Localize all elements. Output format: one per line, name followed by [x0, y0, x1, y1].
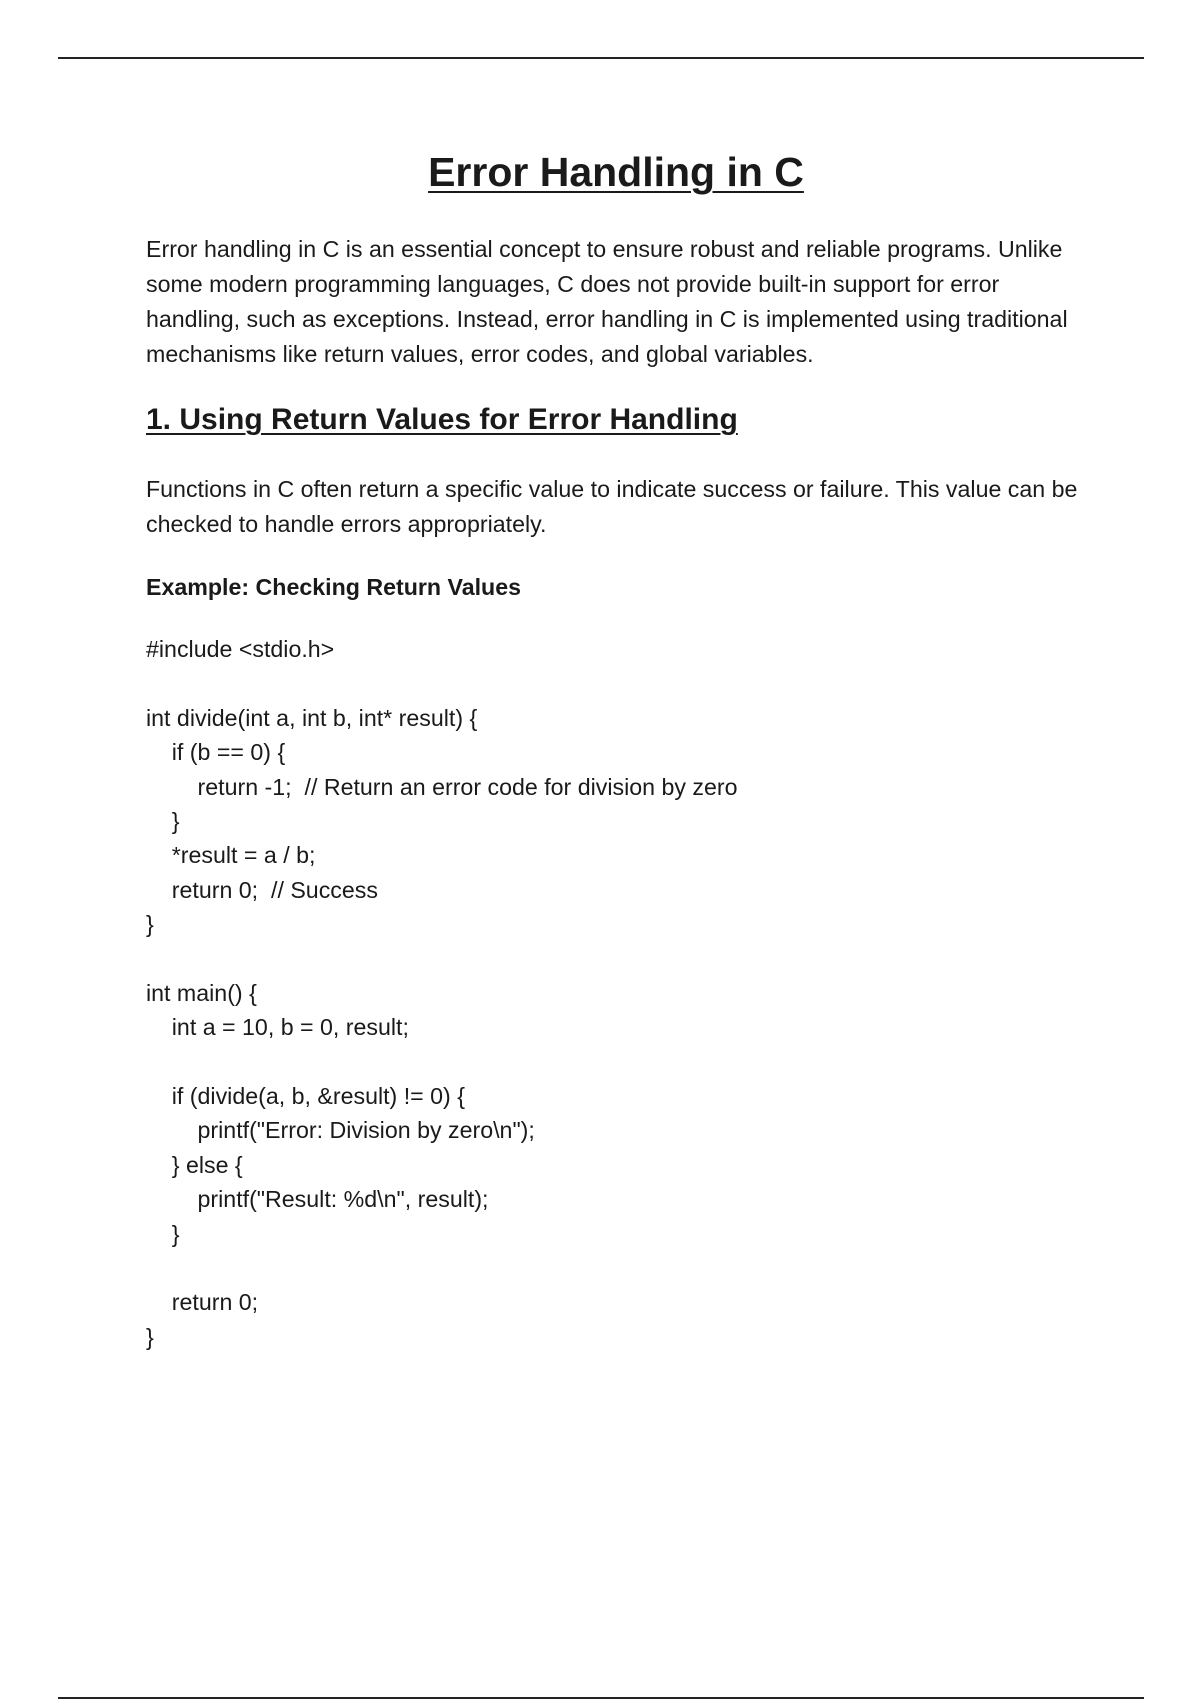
code-line: #include <stdio.h> [146, 636, 335, 662]
code-line [146, 1251, 1086, 1285]
code-line: } [146, 911, 154, 938]
code-line [146, 942, 1086, 976]
code-line: int divide(int a, int b, int* result) { [146, 704, 478, 731]
code-line: if (b == 0) { [146, 739, 286, 766]
code-line: } else { [146, 1151, 243, 1178]
code-line: if (divide(a, b, &result) != 0) { [146, 1083, 465, 1110]
code-block [146, 632, 1086, 1354]
code-line: int main() { [146, 979, 257, 1006]
example-heading: Example: Checking Return Values [146, 574, 521, 600]
code-line: int a = 10, b = 0, result; [146, 1014, 409, 1041]
code-line: } [146, 1323, 154, 1350]
code-line: return 0; // Success [146, 876, 378, 903]
document-title: Error Handling in C [428, 149, 804, 195]
section-heading-return-values: 1. Using Return Values for Error Handling [146, 403, 738, 436]
intro-paragraph: Error handling in C is an essential concept to ensure robust and reliable programs. Unlike some modern programming languages, C does not provide built-in support for error handling, such as exceptions. Instead, error handling in C is implemented using traditional mechanisms like return values, error codes, and global variables. [146, 236, 1068, 367]
code-line: } [146, 1220, 180, 1247]
top-page-rule [58, 57, 1144, 59]
code-line [146, 666, 1086, 700]
section-paragraph: Functions in C often return a specific value to indicate success or failure. This value can be checked to handle errors appropriately. [146, 476, 1078, 537]
code-line: return -1; // Return an error code for division by zero [146, 773, 738, 800]
code-line: *result = a / b; [146, 842, 316, 869]
bottom-page-rule [58, 1697, 1144, 1699]
code-line: printf("Error: Division by zero\n"); [146, 1117, 535, 1144]
code-line [146, 1045, 1086, 1079]
code-line: return 0; [146, 1289, 259, 1316]
code-line: } [146, 807, 180, 834]
code-line: printf("Result: %d\n", result); [146, 1186, 489, 1213]
